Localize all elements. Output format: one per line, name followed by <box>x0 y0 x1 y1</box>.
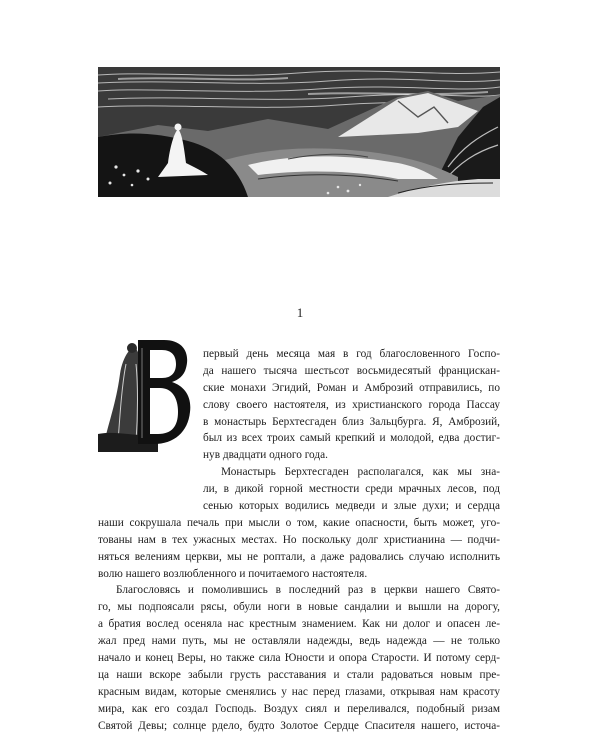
text-line: няться велениям церкви, мы не роптали, а даже радовались случаю исполнить <box>98 550 500 563</box>
text-line: нув двадцати одного года. <box>203 449 328 462</box>
text-line: первый день месяца мая в год благословенного Госпо- <box>203 348 500 360</box>
text-line: в монастырь Берхтесгаден близ Зальцбурга. Я, Амброзий, <box>203 415 500 428</box>
text-line: был из всех троих самый крепкий и молодой, едва достиг- <box>203 432 500 445</box>
text-line: го, мы подпоясали рясы, обули ноги в новые сандалии и вышли на дорогу, <box>98 601 500 614</box>
text-line: Святой Девы; солнце рдело, будто Золотое Сердце Спасителя нашего, источа- <box>98 719 500 732</box>
text-line: ца наши вскоре забыли грусть расставания и стали радоваться новым пре- <box>98 668 500 681</box>
chapter-number: 1 <box>296 305 304 320</box>
text-line: ли, в дикой горной местности среди мрачных лесов, под <box>203 483 500 496</box>
engraving-illustration <box>98 67 500 197</box>
text-line: красным видам, которые сменялись у нас перед глазами, открывая нам красоту <box>98 685 500 698</box>
text-line: а братия вослед осеняла нас крестным знамением. Как ни долог и опасен ле- <box>98 618 500 631</box>
text-line: да нашего тысяча шестьсот восьмидесятый францискан- <box>203 364 500 377</box>
text-line: Благословясь и помолившись в последний раз в церкви нашего Свято- <box>116 584 500 597</box>
text-line: волю нашего возлюбленного и почитаемого настоятеля. <box>98 567 368 580</box>
text-line: Монастырь Берхтесгаден располагался, как мы зна- <box>221 466 500 479</box>
text-line: жал пред нами путь, мы не оставляли надежды, ведь надежда — не только <box>98 635 500 648</box>
body-text <box>98 346 500 734</box>
text-line: тованы нам в тех ужасных местах. Но поскольку долг христианина — подчи- <box>98 533 500 546</box>
text-line: мира, как его создал Господь. Воздух сиял и переливался, подобный ризам <box>98 702 500 715</box>
text-line: ские монахи Эгидий, Роман и Амброзий отправились, по <box>203 381 500 394</box>
text-line: слову своего настоятеля, из христианского города Пассау <box>203 398 500 411</box>
text-line: начало и конец Веры, но также сила Юности и опора Старости. И потому серд- <box>98 652 500 665</box>
text-line: сенью которых водились медведи и злые духи; и сердца <box>203 500 500 513</box>
text-line: наши сокрушала печаль при мысли о том, какие опасности, быть может, уго- <box>98 516 500 529</box>
